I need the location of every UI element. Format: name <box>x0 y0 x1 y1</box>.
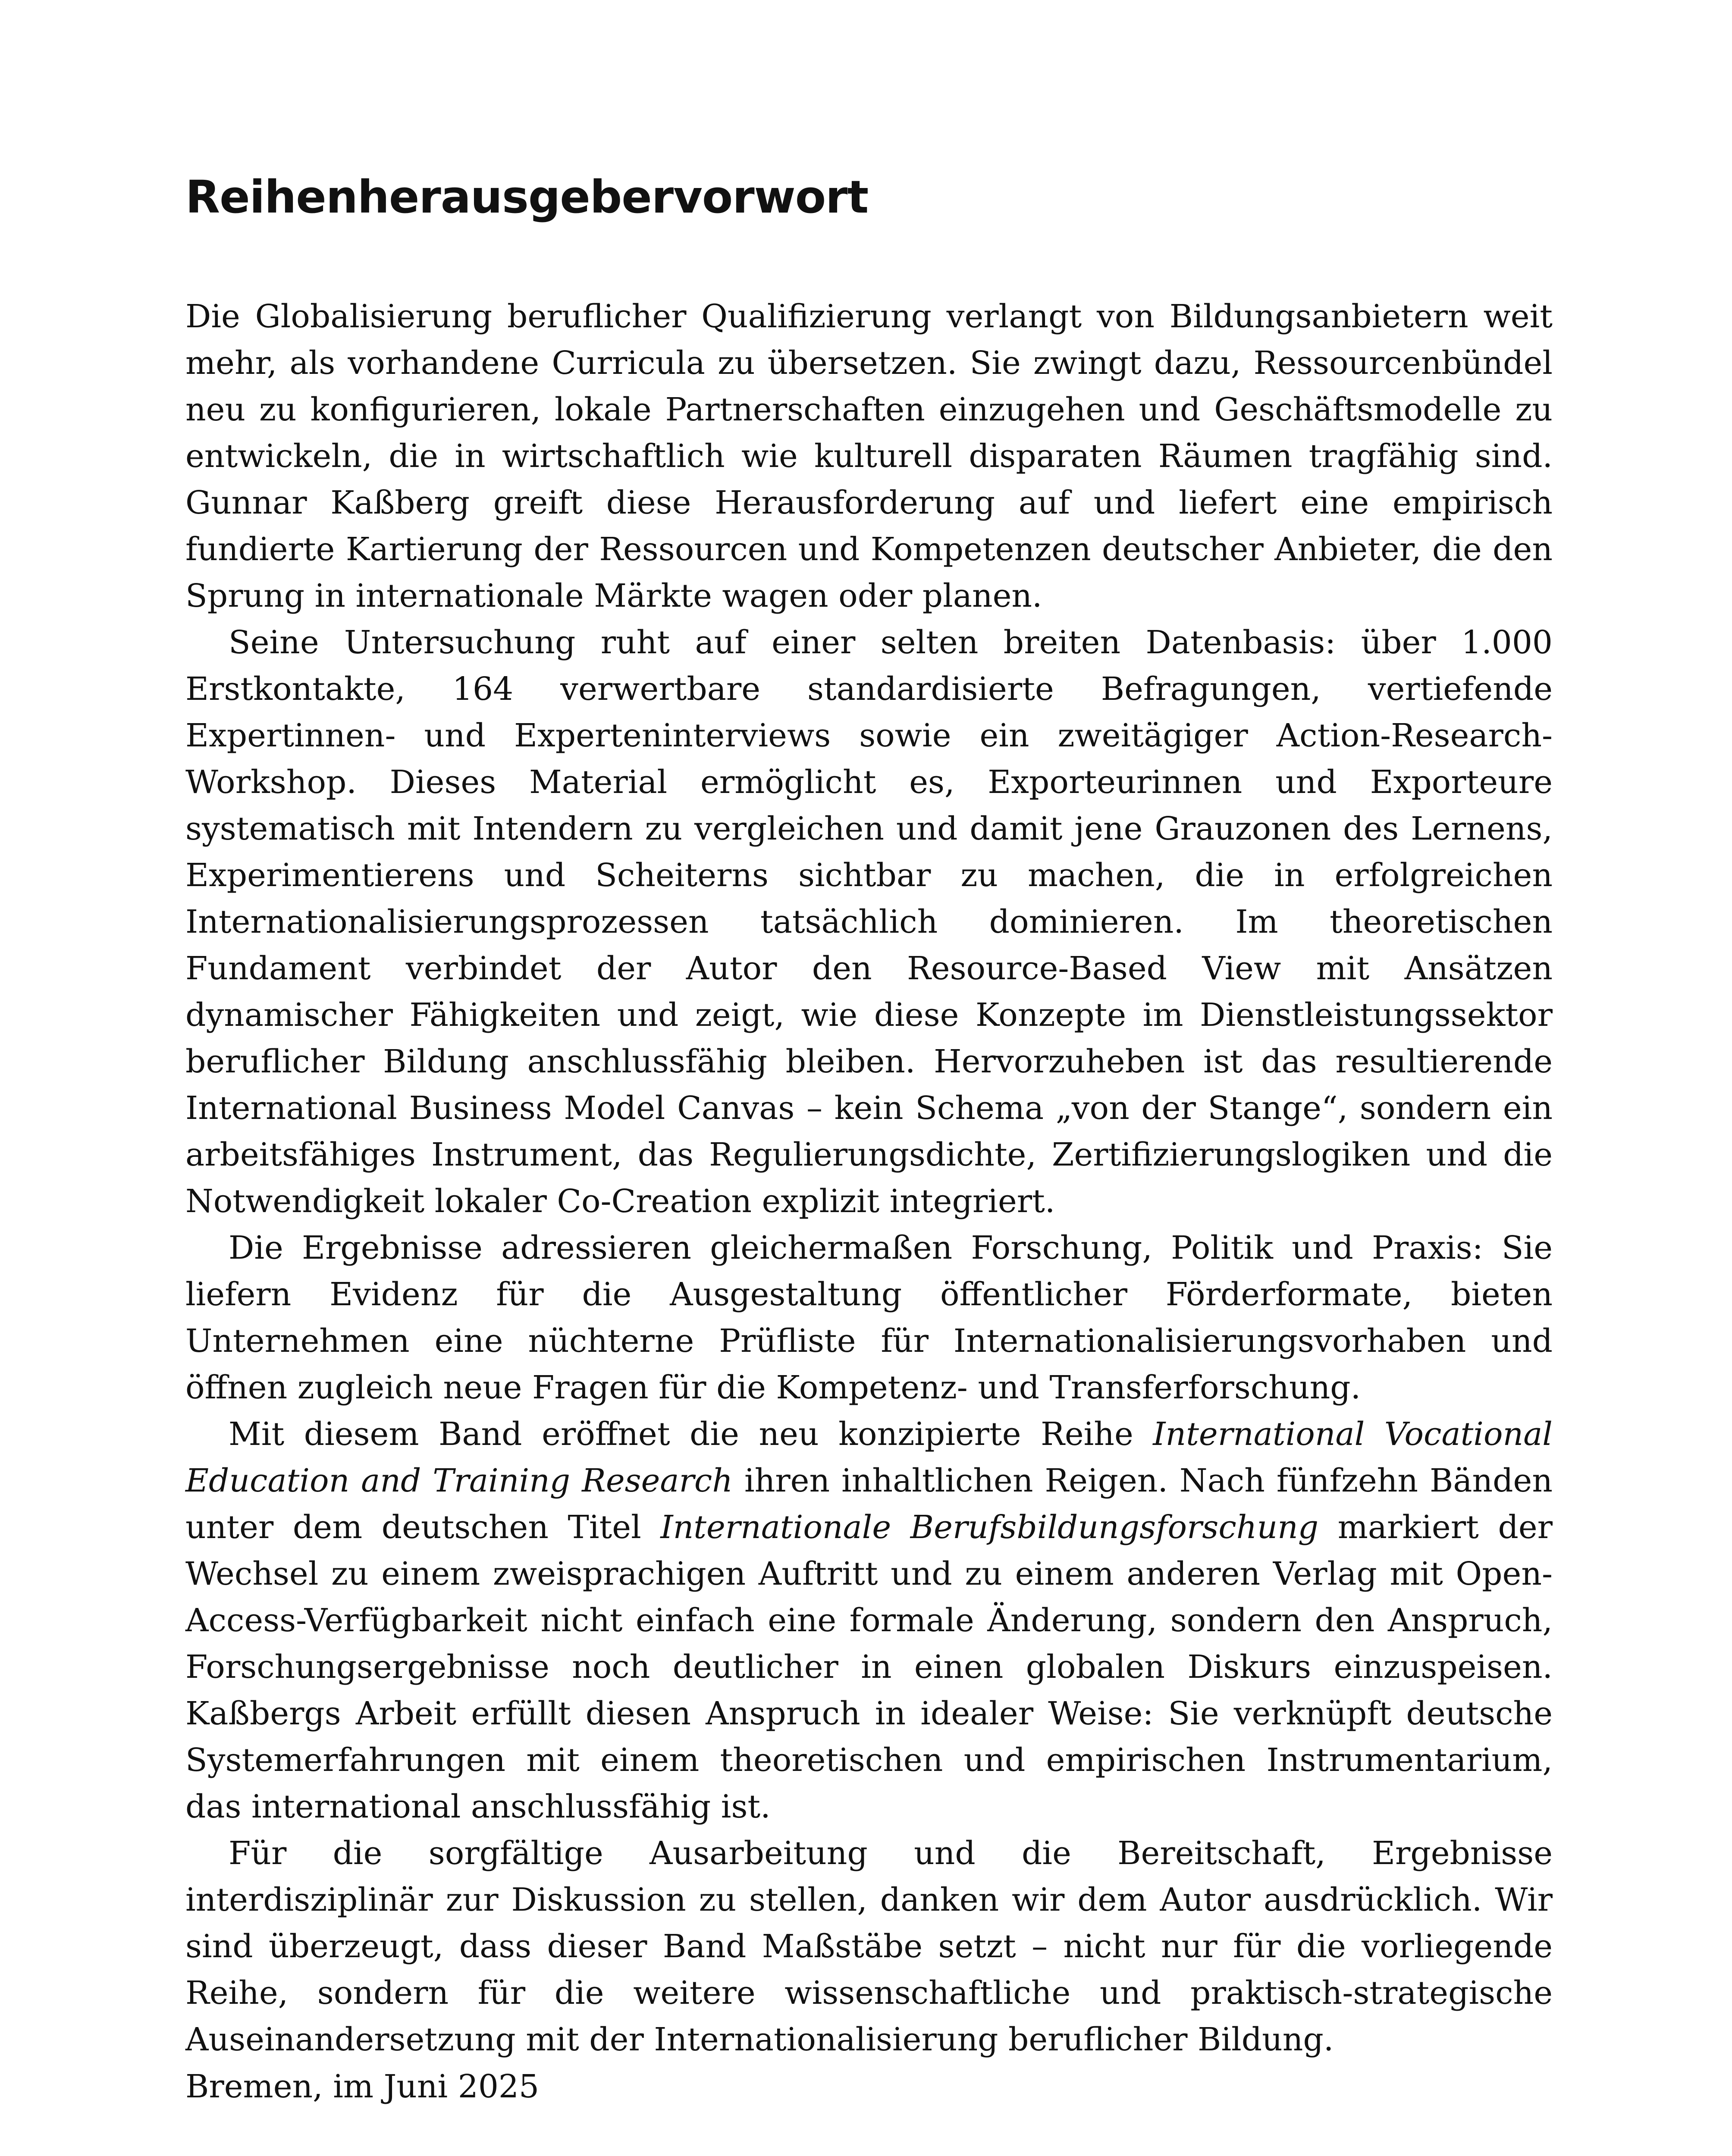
paragraph-4-part-2: ihren inhaltlichen Reigen. Nach fünfzehn Bänden unter dem deutschen Titel <box>185 1462 1553 1546</box>
paragraph-3: Die Ergebnisse adressieren gleichermaßen Forschung, Politik und Praxis: Sie liefern Evidenz für die Ausgestaltung öffentlicher Förderformate, bieten Unternehmen eine nüchterne Prüfliste für Internationalisierungsvorhaben und öffnen zugleich neue Fragen für die Kompetenz- und Transferforschung. <box>185 1229 1553 1406</box>
page-title: Reihenherausgebervorwort <box>185 171 869 223</box>
paragraph-5: Für die sorgfältige Ausarbeitung und die Bereitschaft, Ergebnisse interdisziplinär zur Diskussion zu stellen, danken wir dem Autor ausdrücklich. Wir sind überzeugt, dass dieser Band Maßstäbe setzt – nicht nur für die vorliegende Reihe, sondern für die weitere wissenschaftliche und praktisch-strategische Auseinandersetzung mit der Internationalisierung beruflicher Bildung. <box>185 1835 1553 2058</box>
paragraph-4-part-1: Mit diesem Band eröffnet die neu konzipierte Reihe <box>229 1416 1153 1453</box>
paragraph-1: Die Globalisierung beruflicher Qualifizierung verlangt von Bildungsanbietern weit mehr, als vorhandene Curricula zu übersetzen. Sie zwingt dazu, Ressourcenbündel neu zu konfigurieren, lokale Partnerschaften einzugehen und Geschäftsmodelle zu entwickeln, die in wirtschaftlich wie kulturell disparaten Räumen tragfähig sind. Gunnar Kaßberg greift diese Herausforderung auf und liefert eine empirisch fundierte Kartierung der Ressourcen und Kompetenzen deutscher Anbieter, die den Sprung in internationale Märkte wagen oder planen. <box>185 298 1553 614</box>
series-title-german: Internationale Berufsbildungsforschung <box>660 1509 1319 1546</box>
body-text <box>185 293 1553 2063</box>
place-date: Bremen, im Juni 2025 <box>185 2068 540 2105</box>
paragraph-2: Seine Untersuchung ruht auf einer selten breiten Datenbasis: über 1.000 Erstkontakte, 164 verwertbare standardisierte Befragungen, vertiefende Expertinnen- und Experteninterviews sowie ein zweitägiger Action-Research-Workshop. Dieses Material ermöglicht es, Exporteurinnen und Exporteure systematisch mit Intendern zu vergleichen und damit jene Grauzonen des Lernens, Experimentierens und Scheiterns sichtbar zu machen, die in erfolgreichen Internationalisierungsprozessen tatsächlich dominieren. Im theoretischen Fundament verbindet der Autor den Resource-Based View mit Ansätzen dynamischer Fähigkeiten und zeigt, wie diese Konzepte im Dienstleistungssektor beruflicher Bildung anschlussfähig bleiben. Hervorzuheben ist das resultierende International Business Model Canvas – kein Schema „von der Stange“, sondern ein arbeitsfähiges Instrument, das Regulierungsdichte, Zertifizierungslogiken und die Notwendigkeit lokaler Co-Creation explizit integriert. <box>185 624 1553 1220</box>
paragraph-4-part-3: markiert der Wechsel zu einem zweisprachigen Auftritt und zu einem anderen Verlag mit Open-Access-Verfügbarkeit nicht einfach eine formale Änderung, sondern den Anspruch, Forschungsergebnisse noch deutlicher in einen globalen Diskurs einzuspeisen. Kaßbergs Arbeit erfüllt diesen Anspruch in idealer Weise: Sie verknüpft deutsche Systemerfahrungen mit einem theoretischen und empirischen Instrumentarium, das international anschlussfähig ist. <box>185 1509 1553 1825</box>
paragraph-4 <box>185 1411 1553 1830</box>
series-title-english: International Vocational Education and Training Research <box>185 1416 1553 1499</box>
